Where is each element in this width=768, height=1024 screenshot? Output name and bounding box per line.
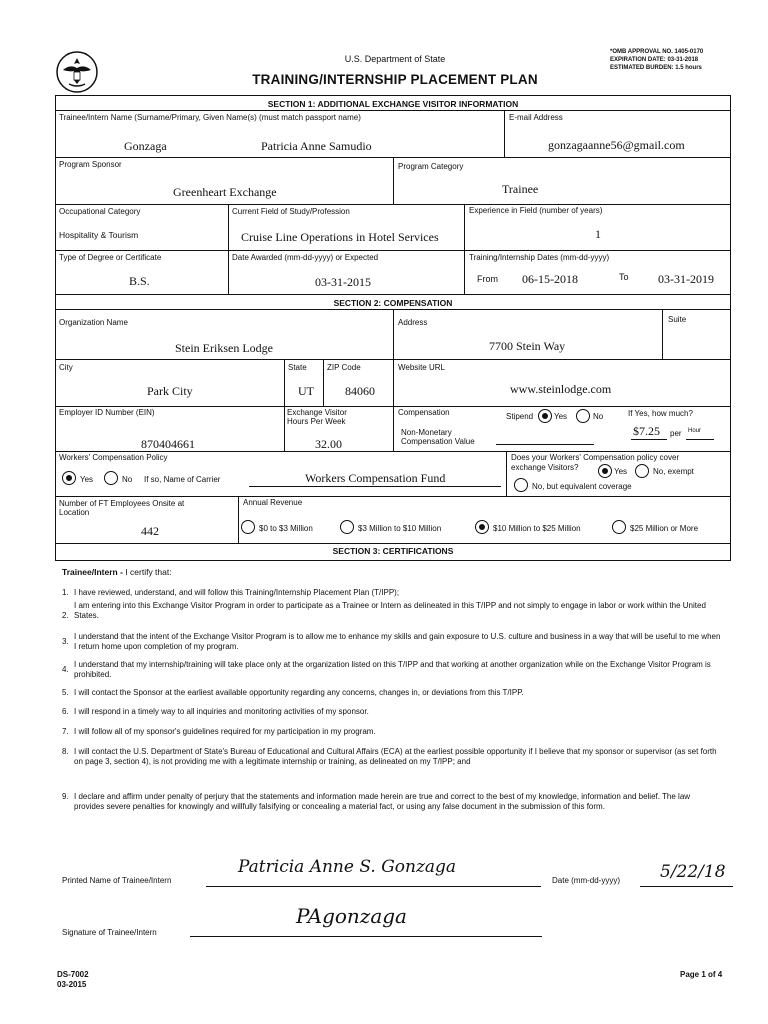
omb-approval: *OMB APPROVAL NO. 1405-0170 EXPIRATION DATE: 03-31-2018 ESTIMATED BURDEN: 1.5 hours (610, 49, 704, 71)
certification-item: 1. I have reviewed, understand, and will follow this Training/Internship Placement Plan (T/IPP); (62, 588, 400, 597)
zip-field[interactable]: 84060 (345, 384, 375, 398)
nonmonetary-label-2: Compensation Value (401, 437, 475, 446)
cover-yes-label: Yes (614, 467, 628, 476)
printed-name-label: Printed Name of Trainee/Intern (62, 876, 172, 885)
date-label: Date (mm-dd-yyyy) (552, 876, 621, 885)
org-field[interactable]: Stein Eriksen Lodge (175, 341, 273, 355)
stipend-no-label: No (593, 412, 604, 421)
state-label: State (288, 363, 307, 372)
signature-field[interactable]: PAgonzaga (296, 904, 407, 928)
revenue-label: Annual Revenue (243, 498, 303, 507)
cover-equivalent-label: No, but equivalent coverage (532, 482, 632, 491)
cover-exempt-radio[interactable] (635, 464, 649, 478)
revenue-0-3-radio[interactable] (241, 520, 255, 534)
revenue-0-3-label: $0 to $3 Million (259, 524, 313, 533)
certification-item: 5. I will contact the Sponsor at the earliest available opportunity regarding any concerns, changes in, or deviations from this T/IPP. (62, 688, 524, 697)
city-label: City (59, 363, 73, 372)
revenue-10-25-radio[interactable] (475, 520, 489, 534)
stipend-yes-label: Yes (554, 412, 568, 421)
revenue-3-10-label: $3 Million to $10 Million (358, 524, 442, 533)
website-label: Website URL (398, 363, 445, 372)
certification-item: 2. I am entering into this Exchange Visitor Program in order to participate as a Trainee or Intern as delineated in this T/IPP and not simply to engage in labor or work within the United States. (62, 601, 706, 620)
suite-label: Suite (668, 315, 687, 324)
website-field[interactable]: www.steinlodge.com (510, 382, 612, 396)
occupation-field[interactable]: Hospitality & Tourism (59, 230, 139, 240)
cover-label-2: exchange Visitors? (511, 463, 579, 472)
page-number: Page 1 of 4 (680, 970, 723, 979)
wc-no-label: No (122, 475, 133, 484)
degree-label: Type of Degree or Certificate (59, 253, 162, 262)
department-name: U.S. Department of State (344, 54, 446, 64)
employees-field[interactable]: 442 (141, 524, 159, 538)
carrier-field[interactable]: Workers Compensation Fund (305, 471, 446, 485)
wc-policy-label: Workers' Compensation Policy (59, 453, 168, 462)
wc-no-radio[interactable] (104, 471, 118, 485)
hours-field[interactable]: 32.00 (315, 437, 342, 451)
hours-label-2: Hours Per Week (287, 417, 346, 426)
from-date-field[interactable]: 06-15-2018 (522, 272, 578, 286)
address-label: Address (398, 318, 428, 327)
employees-label-2: Location (59, 508, 90, 517)
city-field[interactable]: Park City (147, 384, 193, 398)
degree-field[interactable]: B.S. (129, 274, 150, 288)
occupation-label: Occupational Category (59, 207, 141, 216)
category-label: Program Category (398, 162, 464, 171)
wc-yes-radio[interactable] (62, 471, 76, 485)
given-names-field[interactable]: Patricia Anne Samudio (261, 139, 372, 153)
name-label: Trainee/Intern Name (Surname/Primary, Given Name(s) (must match passport name) (59, 113, 361, 122)
date-field[interactable]: 5/22/18 (660, 862, 726, 882)
cover-label-1: Does your Workers' Compensation policy cover (511, 453, 680, 462)
certification-item: 9. I declare and affirm under penalty of perjury that the statements and information made herein are true and correct to the best of my knowledge, information and belief. The law provides severe penalties for knowingly and willfully falsifying or concealing a material fact, or using any false document in the submission of this form. (62, 792, 691, 811)
experience-field[interactable]: 1 (595, 227, 601, 241)
ein-label: Employer ID Number (EIN) (59, 408, 155, 417)
certification-item: 8. I will contact the U.S. Department of State's Bureau of Educational and Cultural Affairs (ECA) at the earliest possible opportunity if I believe that my sponsor or supervisor (as set forth on page 3, section 4), is not providing me with a legitimate internship or training, as delineated on my T/IPP; and (62, 747, 717, 766)
per-unit-field[interactable]: Hour (688, 428, 702, 434)
printed-name-field[interactable]: Patricia Anne S. Gonzaga (238, 857, 457, 877)
stipend-yes-radio[interactable] (538, 409, 552, 423)
form-sections (55, 95, 731, 561)
experience-label: Experience in Field (number of years) (469, 206, 603, 215)
stipend-amount-field[interactable]: $7.25 (633, 424, 660, 438)
cover-yes-radio[interactable] (598, 464, 612, 478)
stipend-no-radio[interactable] (576, 409, 590, 423)
to-label: To (619, 272, 629, 282)
zip-label: ZIP Code (327, 363, 361, 372)
nonmonetary-label-1: Non-Monetary (401, 428, 452, 437)
ein-field[interactable]: 870404661 (141, 437, 195, 451)
email-label: E-mail Address (509, 113, 563, 122)
revenue-10-25-label: $10 Million to $25 Million (493, 524, 581, 533)
carrier-label: If so, Name of Carrier (144, 475, 221, 484)
certification-item: 3. I understand that the intent of the Exchange Visitor Program is to allow me to enhance my skills and gain exposure to U.S. culture and business in a way that will be useful to me when I return home upon completion of my program. (62, 632, 721, 651)
certification-item: 7. I will follow all of my sponsor's guidelines required for my participation in my program. (62, 727, 376, 736)
section-2-title: SECTION 2: COMPENSATION (333, 298, 453, 308)
sponsor-label: Program Sponsor (59, 160, 122, 169)
form-title: TRAINING/INTERNSHIP PLACEMENT PLAN (252, 72, 538, 87)
email-field[interactable]: gonzagaanne56@gmail.com (548, 138, 685, 152)
revenue-3-10-radio[interactable] (340, 520, 354, 534)
surname-field[interactable]: Gonzaga (124, 139, 167, 153)
wc-yes-label: Yes (80, 475, 94, 484)
certification-item: 6. I will respond in a timely way to all inquiries and monitoring activities of my sponsor. (62, 707, 369, 716)
category-field[interactable]: Trainee (502, 182, 539, 196)
section-3-title: SECTION 3: CERTIFICATIONS (332, 546, 454, 556)
employees-label-1: Number of FT Employees Onsite at (59, 499, 185, 508)
revenue-25-plus-label: $25 Million or More (630, 524, 699, 533)
awarded-field[interactable]: 03-31-2015 (315, 275, 371, 289)
field-of-study-field[interactable]: Cruise Line Operations in Hotel Services (241, 230, 439, 244)
section-1-title: SECTION 1: ADDITIONAL EXCHANGE VISITOR INFORMATION (267, 99, 519, 109)
compensation-label: Compensation (398, 408, 450, 417)
form-number: DS-7002 03-2015 (57, 970, 89, 989)
field-label: Current Field of Study/Profession (232, 207, 350, 216)
how-much-label: If Yes, how much? (628, 409, 693, 418)
address-field[interactable]: 7700 Stein Way (489, 339, 566, 353)
signature-label: Signature of Trainee/Intern (62, 928, 157, 937)
revenue-25-plus-radio[interactable] (612, 520, 626, 534)
hours-label-1: Exchange Visitor (287, 408, 347, 417)
per-label: per (670, 429, 682, 438)
from-label: From (477, 274, 498, 284)
awarded-label: Date Awarded (mm-dd-yyyy) or Expected (232, 253, 379, 262)
to-date-field[interactable]: 03-31-2019 (658, 272, 714, 286)
org-label: Organization Name (59, 318, 128, 327)
sponsor-field[interactable]: Greenheart Exchange (173, 185, 277, 199)
certification-intro: Trainee/Intern - I certify that: (62, 567, 172, 577)
stipend-label: Stipend (506, 412, 534, 421)
dates-label: Training/Internship Dates (mm-dd-yyyy) (469, 253, 610, 262)
certification-item: 4. I understand that my internship/training will take place only at the organization listed on this T/IPP and that working at another organization while on the Exchange Visitor Program is prohibited. (62, 660, 711, 679)
cover-exempt-label: No, exempt (653, 467, 694, 476)
cover-equivalent-radio[interactable] (514, 478, 528, 492)
state-field[interactable]: UT (298, 384, 314, 398)
